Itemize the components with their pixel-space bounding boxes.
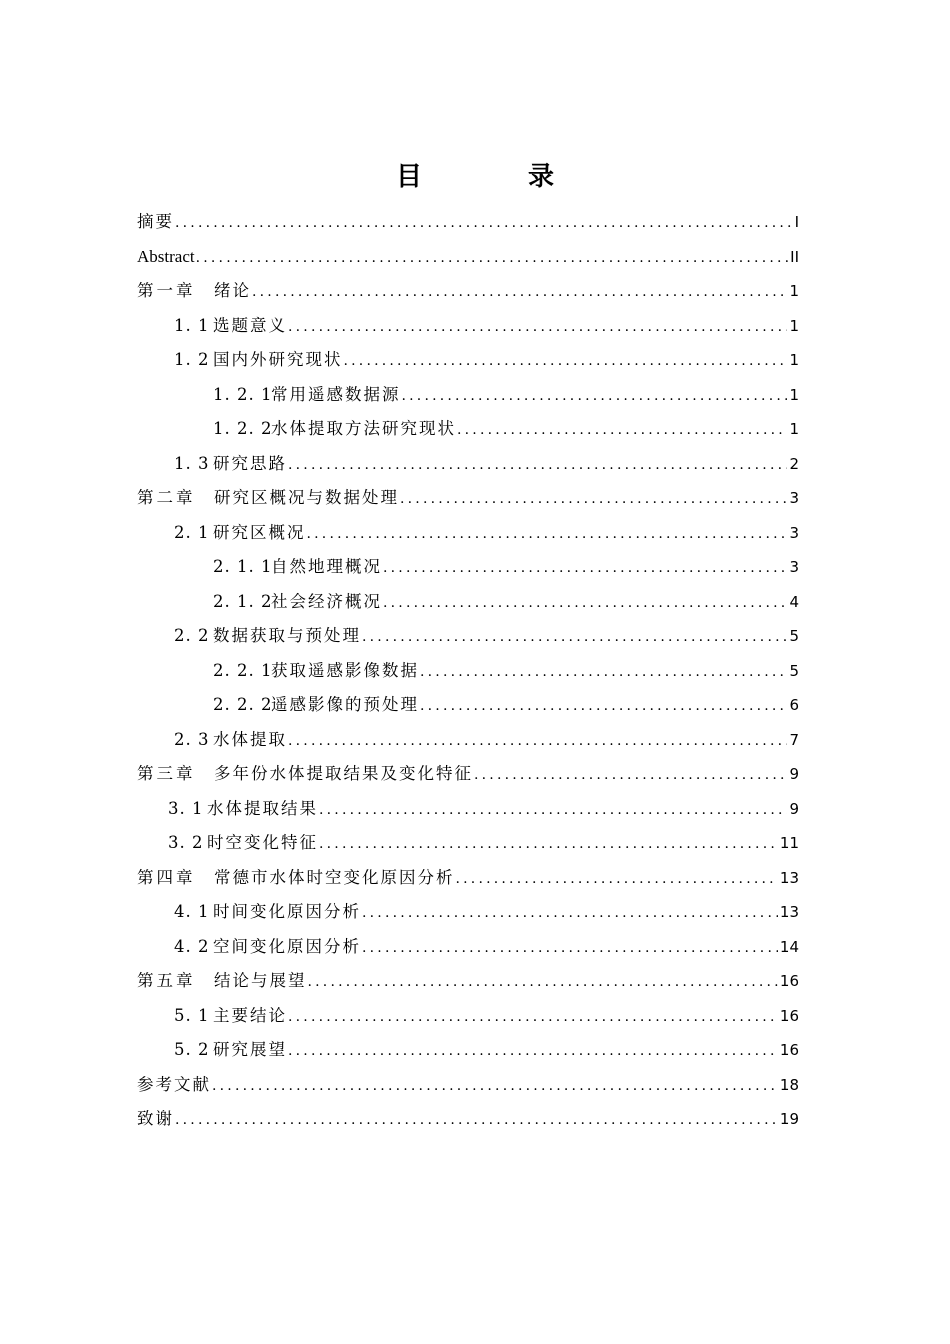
toc-entry-number: 2. 2. 1 <box>213 660 273 680</box>
toc-entry-chapter-3[interactable] <box>137 757 799 792</box>
toc-entry-number: 3. 2 <box>168 833 204 852</box>
toc-entry-references[interactable] <box>137 1068 799 1103</box>
toc-entry-text: 绪论 <box>214 281 251 300</box>
toc-entry-section-2-1-1[interactable] <box>137 550 799 585</box>
toc-entry-text: 时间变化原因分析 <box>213 902 361 921</box>
toc-entry-number: 2. 3 <box>174 729 210 749</box>
toc-page-number: 16 <box>779 1041 799 1059</box>
toc-page-number: 5 <box>789 627 799 645</box>
toc-entry-acknowledgements[interactable] <box>137 1102 799 1137</box>
dot-leader <box>288 310 787 345</box>
toc-entry-text: 研究区概况与数据处理 <box>214 488 399 507</box>
toc-entry-chapter-5[interactable] <box>137 964 799 999</box>
toc-page-number: 14 <box>779 937 799 956</box>
toc-page-number: 5 <box>789 661 799 680</box>
toc-entry-text: 摘要 <box>137 212 174 231</box>
toc-page-number: 3 <box>789 489 799 507</box>
toc-entry-text: 致谢 <box>137 1109 174 1128</box>
toc-entry-number: 5. 1 <box>174 1005 210 1025</box>
toc-page-number: 1 <box>789 282 799 300</box>
toc-entry-text: 数据获取与预处理 <box>213 626 361 645</box>
toc-entry-section-1-2-1[interactable] <box>137 378 799 413</box>
toc-entry-section-2-2-2[interactable] <box>137 688 799 723</box>
toc-entry-number: 第四章 <box>137 867 196 887</box>
toc-page-number: 9 <box>789 765 799 783</box>
toc-entry-section-2-2[interactable] <box>137 619 799 654</box>
toc-entry-number: 4. 1 <box>174 902 210 921</box>
dot-leader <box>308 965 778 1000</box>
dot-leader <box>319 793 787 828</box>
dot-leader <box>288 724 787 759</box>
toc-entry-section-3-1[interactable] <box>137 792 799 827</box>
toc-entry-number: 1. 2 <box>174 350 210 369</box>
dot-leader <box>307 517 788 552</box>
toc-entry-text: 结论与展望 <box>214 971 307 990</box>
dot-leader <box>175 1103 778 1138</box>
toc-entry-text: 水体提取 <box>213 729 287 749</box>
toc-entry-number: 1. 3 <box>174 453 210 473</box>
dot-leader <box>457 413 787 448</box>
toc-entry-text: 主要结论 <box>213 1005 287 1025</box>
toc-entry-number: 3. 1 <box>168 798 204 818</box>
dot-leader <box>420 655 787 690</box>
dot-leader <box>474 758 787 793</box>
toc-page-number: 1 <box>789 385 799 404</box>
toc-page-number: II <box>790 247 799 266</box>
dot-leader <box>456 862 778 897</box>
toc-entry-number: 1. 1 <box>174 315 210 335</box>
dot-leader <box>344 344 788 379</box>
toc-entry-section-4-2[interactable] <box>137 930 799 965</box>
toc-page-number: 3 <box>789 558 799 576</box>
toc-entry-section-4-1[interactable] <box>137 895 799 930</box>
toc-entry-number: 第五章 <box>137 971 196 990</box>
toc-entry-number: 2. 2. 2 <box>213 695 273 714</box>
toc-entry-number: 4. 2 <box>174 936 210 956</box>
toc-entry-number: 第一章 <box>137 281 196 300</box>
toc-page-number: 13 <box>779 868 799 887</box>
toc-entry-abstract-en[interactable] <box>137 240 799 275</box>
toc-entry-section-2-3[interactable] <box>137 723 799 758</box>
toc-entry-text: 国内外研究现状 <box>213 350 343 369</box>
dot-leader <box>362 620 787 655</box>
dot-leader <box>212 1069 778 1104</box>
toc-entry-number: 1. 2. 1 <box>213 384 273 404</box>
toc-entry-section-3-2[interactable] <box>137 826 799 861</box>
toc-page-number: 6 <box>789 696 799 714</box>
toc-entry-number: 1. 2. 2 <box>213 419 273 438</box>
toc-entry-text: 空间变化原因分析 <box>213 936 361 956</box>
toc-page-number: 16 <box>779 972 799 990</box>
toc-entry-text: 社会经济概况 <box>271 591 382 611</box>
toc-entry-number: 2. 1 <box>174 522 210 542</box>
toc-entry-section-1-3[interactable] <box>137 447 799 482</box>
toc-entry-text: 选题意义 <box>213 315 287 335</box>
dot-leader <box>288 1000 778 1035</box>
toc-entry-text: 常德市水体时空变化原因分析 <box>214 867 455 887</box>
toc-entry-section-1-2[interactable] <box>137 343 799 378</box>
toc-entry-text: 参考文献 <box>137 1074 211 1094</box>
dot-leader <box>383 586 787 621</box>
dot-leader <box>400 482 787 517</box>
dot-leader <box>319 827 778 862</box>
dot-leader <box>420 689 787 724</box>
toc-page-number: 7 <box>789 730 799 749</box>
dot-leader <box>362 931 778 966</box>
toc-page-number: 2 <box>789 454 799 473</box>
toc-page-number: 11 <box>779 834 799 852</box>
toc-entry-number: 第三章 <box>137 764 196 783</box>
toc-entry-section-2-2-1[interactable] <box>137 654 799 689</box>
toc-entry-section-2-1[interactable] <box>137 516 799 551</box>
toc-page-number: 9 <box>789 799 799 818</box>
toc-entry-abstract-cn[interactable] <box>137 205 799 240</box>
dot-leader <box>252 275 787 310</box>
toc-page-number: 1 <box>789 316 799 335</box>
toc-entry-number: 2. 2 <box>174 626 210 645</box>
dot-leader <box>196 241 789 276</box>
toc-page-number: 4 <box>789 592 799 611</box>
toc-entry-text: 遥感影像的预处理 <box>271 695 419 714</box>
toc-entry-chapter-2[interactable] <box>137 481 799 516</box>
toc-entry-section-2-1-2[interactable] <box>137 585 799 620</box>
toc-entry-text: Abstract <box>137 246 195 266</box>
dot-leader <box>288 1034 778 1069</box>
toc-entry-text: 自然地理概况 <box>271 557 382 576</box>
toc-page-number: 1 <box>789 351 799 369</box>
dot-leader <box>383 551 787 586</box>
toc-entry-chapter-4[interactable] <box>137 861 799 896</box>
toc-entry-text: 多年份水体提取结果及变化特征 <box>214 764 473 783</box>
toc-page-number: 16 <box>779 1006 799 1025</box>
toc-page-number: 13 <box>779 903 799 921</box>
toc-page-number: 18 <box>779 1075 799 1094</box>
toc-entry-section-5-2[interactable] <box>137 1033 799 1068</box>
dot-leader <box>362 896 778 931</box>
toc-entry-text: 时空变化特征 <box>207 833 318 852</box>
toc-title: 目 录 <box>395 162 594 192</box>
toc-entry-number: 2. 1. 2 <box>213 591 273 611</box>
toc-entry-text: 研究区概况 <box>213 522 306 542</box>
dot-leader <box>175 206 793 241</box>
toc-entry-number: 第二章 <box>137 488 196 507</box>
toc-page-number: I <box>794 213 799 231</box>
toc-page-number: 3 <box>789 523 799 542</box>
toc-entry-section-1-1[interactable] <box>137 309 799 344</box>
dot-leader <box>288 448 787 483</box>
toc-entry-text: 研究思路 <box>213 453 287 473</box>
toc-page-number: 1 <box>789 420 799 438</box>
toc-entry-text: 水体提取方法研究现状 <box>271 419 456 438</box>
toc-entry-text: 水体提取结果 <box>207 798 318 818</box>
toc-entry-text: 获取遥感影像数据 <box>271 660 419 680</box>
table-of-contents <box>137 205 799 1137</box>
toc-page-number: 19 <box>779 1110 799 1128</box>
toc-entry-number: 5. 2 <box>174 1040 210 1059</box>
toc-entry-chapter-1[interactable] <box>137 274 799 309</box>
toc-entry-section-1-2-2[interactable] <box>137 412 799 447</box>
toc-entry-number: 2. 1. 1 <box>213 557 273 576</box>
toc-entry-text: 研究展望 <box>213 1040 287 1059</box>
toc-entry-section-5-1[interactable] <box>137 999 799 1034</box>
dot-leader <box>402 379 788 414</box>
toc-entry-text: 常用遥感数据源 <box>271 384 401 404</box>
